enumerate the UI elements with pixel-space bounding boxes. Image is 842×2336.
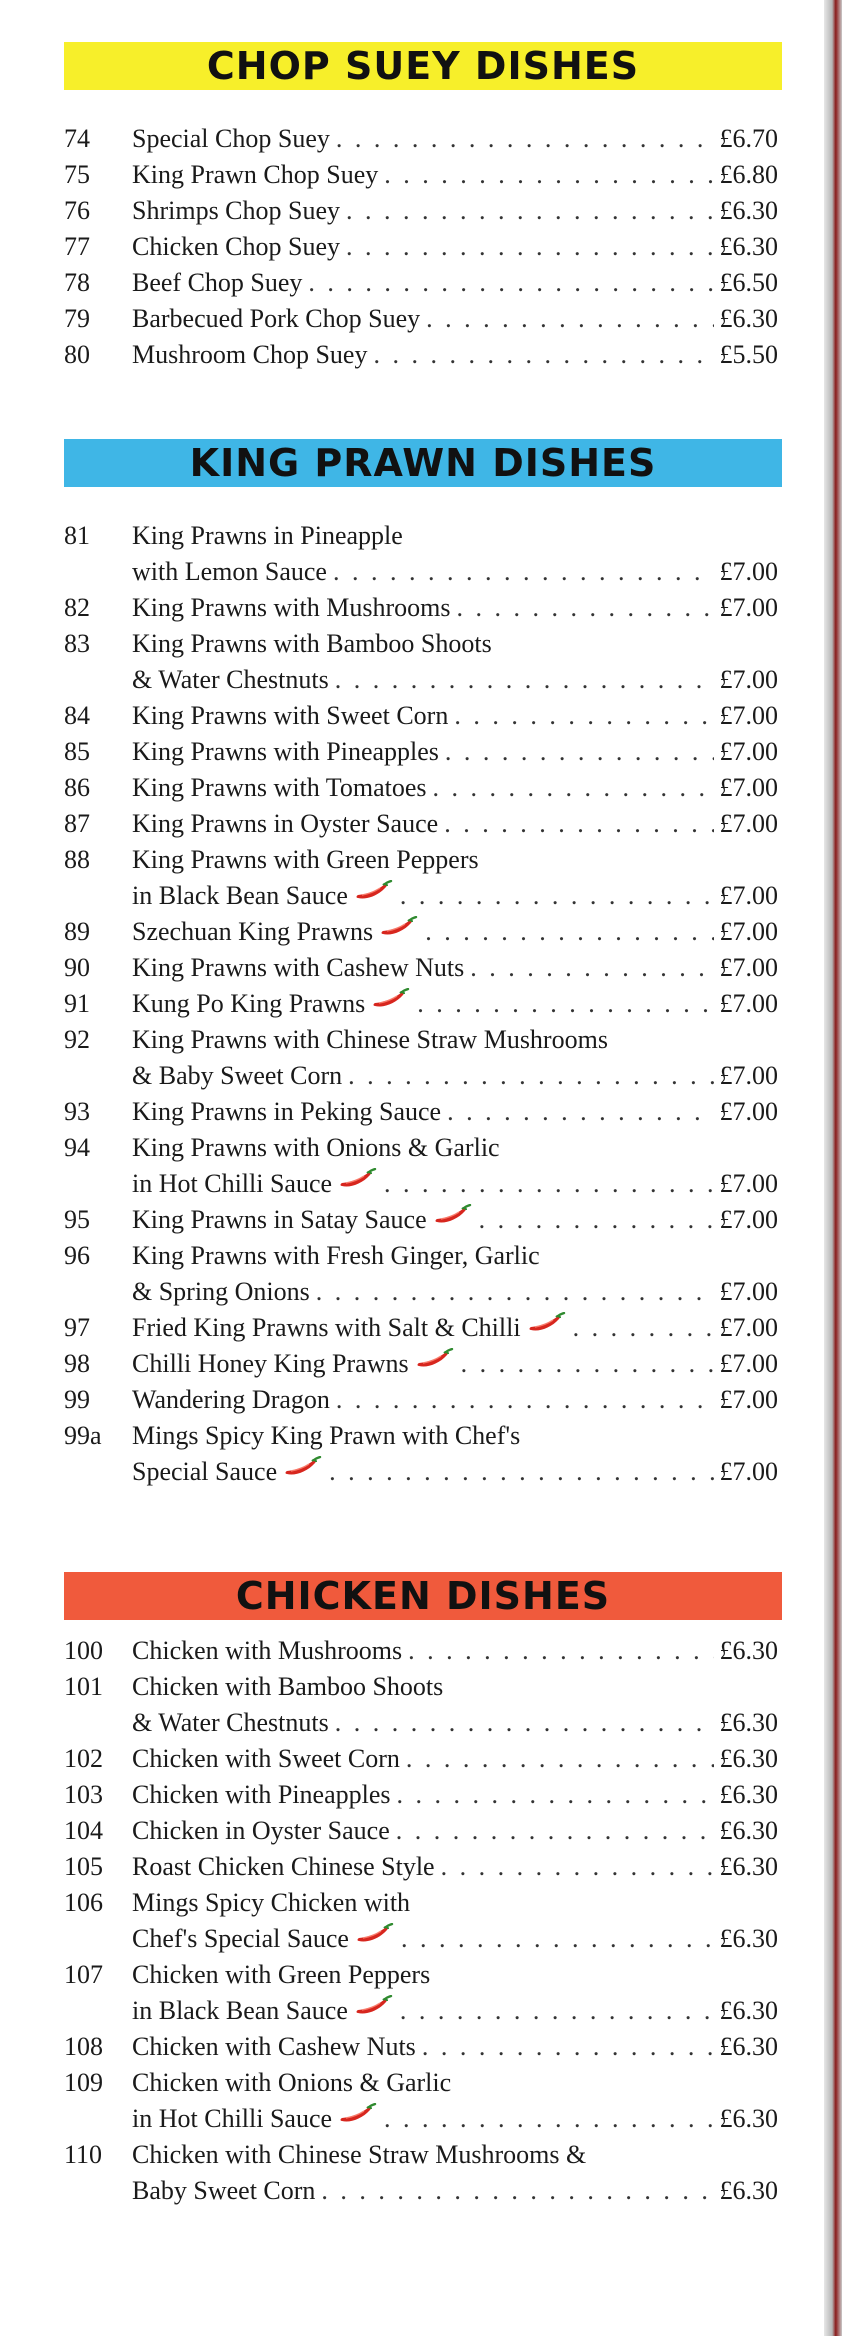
page-edge xyxy=(824,0,842,2336)
item-name: & Water Chestnuts xyxy=(132,665,329,694)
dot-leader xyxy=(479,1202,714,1238)
item-price: £6.30 xyxy=(719,2032,778,2061)
item-number: 103 xyxy=(64,1780,103,1809)
item-number: 109 xyxy=(64,2068,103,2097)
section-banner-chicken xyxy=(64,1572,782,1620)
item-name: King Prawns with Fresh Ginger, Garlic xyxy=(132,1241,540,1270)
item-number: 97 xyxy=(64,1313,90,1342)
item-name: Chef's Special Sauce xyxy=(132,1924,349,1953)
item-number: 102 xyxy=(64,1744,103,1773)
item-number: 85 xyxy=(64,737,90,766)
menu-item-line xyxy=(64,1418,778,1454)
dot-leader xyxy=(384,2101,713,2137)
item-number: 76 xyxy=(64,196,90,225)
item-number: 108 xyxy=(64,2032,103,2061)
dot-leader xyxy=(426,301,713,337)
menu-item-line xyxy=(64,806,778,842)
menu-item-line xyxy=(64,2101,778,2137)
item-number: 92 xyxy=(64,1025,90,1054)
menu-item-line xyxy=(64,301,778,337)
menu-item-line xyxy=(64,229,778,265)
item-price: £6.30 xyxy=(719,1816,778,1845)
item-number: 79 xyxy=(64,304,90,333)
chili-pepper-icon xyxy=(379,912,419,934)
item-price: £7.00 xyxy=(719,809,778,838)
section-banner-king-prawn xyxy=(64,439,782,487)
item-name: King Prawns with Sweet Corn xyxy=(132,701,449,730)
menu-item-line xyxy=(64,626,778,662)
menu-item xyxy=(64,265,778,301)
dot-leader xyxy=(321,2173,713,2209)
item-price: £6.30 xyxy=(719,232,778,261)
item-price: £7.00 xyxy=(719,881,778,910)
dot-leader xyxy=(335,662,714,698)
item-price: £6.70 xyxy=(719,124,778,153)
menu-item-line xyxy=(64,2137,778,2173)
item-number: 99 xyxy=(64,1385,90,1414)
chili-pepper-icon xyxy=(527,1308,567,1330)
menu-item xyxy=(64,2029,778,2065)
dot-leader xyxy=(397,1777,714,1813)
item-name: Chicken with Chinese Straw Mushrooms & xyxy=(132,2140,587,2169)
menu-item xyxy=(64,121,778,157)
item-price: £6.30 xyxy=(719,304,778,333)
menu-item xyxy=(64,842,778,914)
item-price: £7.00 xyxy=(719,989,778,1018)
menu-item-line xyxy=(64,1094,778,1130)
item-price: £7.00 xyxy=(719,593,778,622)
chili-pepper-icon xyxy=(338,2099,378,2121)
menu-item xyxy=(64,1418,778,1490)
dot-leader xyxy=(433,770,714,806)
chili-pepper-icon xyxy=(355,1919,395,1941)
item-number: 84 xyxy=(64,701,90,730)
item-number: 96 xyxy=(64,1241,90,1270)
item-price: £7.00 xyxy=(719,737,778,766)
item-price: £7.00 xyxy=(719,1205,778,1234)
dot-leader xyxy=(316,1274,714,1310)
dot-leader xyxy=(454,698,713,734)
item-price: £7.00 xyxy=(719,1457,778,1486)
item-price: £6.30 xyxy=(719,1996,778,2025)
item-number: 87 xyxy=(64,809,90,838)
menu-item-line xyxy=(64,1202,778,1238)
menu-item xyxy=(64,1669,778,1741)
dot-leader xyxy=(425,914,713,950)
item-number: 86 xyxy=(64,773,90,802)
item-number: 83 xyxy=(64,629,90,658)
item-name: Shrimps Chop Suey xyxy=(132,196,341,225)
menu-item xyxy=(64,1777,778,1813)
menu-item-line xyxy=(64,1813,778,1849)
menu-item-line xyxy=(64,518,778,554)
item-price: £7.00 xyxy=(719,665,778,694)
item-name: Chicken with Sweet Corn xyxy=(132,1744,400,1773)
menu-item xyxy=(64,986,778,1022)
menu-item xyxy=(64,1813,778,1849)
item-name: & Baby Sweet Corn xyxy=(132,1061,343,1090)
menu-item-line xyxy=(64,1274,778,1310)
menu-item xyxy=(64,1957,778,2029)
item-name: Szechuan King Prawns xyxy=(132,917,374,946)
dot-leader xyxy=(408,1633,713,1669)
dot-leader xyxy=(308,265,713,301)
menu-item-line xyxy=(64,1921,778,1957)
item-number: 74 xyxy=(64,124,90,153)
item-number: 82 xyxy=(64,593,90,622)
item-name: Chicken with Green Peppers xyxy=(132,1960,431,1989)
item-number: 98 xyxy=(64,1349,90,1378)
menu-item-line xyxy=(64,265,778,301)
dot-leader xyxy=(457,590,714,626)
item-name: King Prawns with Pineapples xyxy=(132,737,439,766)
item-name: Barbecued Pork Chop Suey xyxy=(132,304,421,333)
item-name: Wandering Dragon xyxy=(132,1385,330,1414)
item-price: £7.00 xyxy=(719,953,778,982)
item-name: Kung Po King Prawns xyxy=(132,989,366,1018)
menu-item-line xyxy=(64,878,778,914)
menu-item xyxy=(64,1849,778,1885)
menu-item-line xyxy=(64,1705,778,1741)
dot-leader xyxy=(373,337,713,373)
item-name: King Prawns with Cashew Nuts xyxy=(132,953,465,982)
menu-item-line xyxy=(64,1022,778,1058)
dot-leader xyxy=(417,986,713,1022)
menu-item xyxy=(64,193,778,229)
menu-item xyxy=(64,1238,778,1310)
item-number: 91 xyxy=(64,989,90,1018)
item-name: King Prawns with Tomatoes xyxy=(132,773,427,802)
item-price: £7.00 xyxy=(719,1169,778,1198)
menu-item-line xyxy=(64,1633,778,1669)
menu-item xyxy=(64,1741,778,1777)
menu-item xyxy=(64,1202,778,1238)
dot-leader xyxy=(573,1310,714,1346)
item-name: Special Chop Suey xyxy=(132,124,330,153)
item-name: Mushroom Chop Suey xyxy=(132,340,368,369)
item-name: & Spring Onions xyxy=(132,1277,310,1306)
chili-pepper-icon xyxy=(433,1200,473,1222)
chili-pepper-icon xyxy=(371,984,411,1006)
menu-item xyxy=(64,806,778,842)
item-price: £6.30 xyxy=(719,2104,778,2133)
dot-leader xyxy=(441,1849,714,1885)
chili-pepper-icon xyxy=(283,1452,323,1474)
item-number: 80 xyxy=(64,340,90,369)
menu-item xyxy=(64,734,778,770)
item-number: 101 xyxy=(64,1672,103,1701)
menu-item-line xyxy=(64,1346,778,1382)
menu-item xyxy=(64,518,778,590)
item-price: £6.30 xyxy=(719,1744,778,1773)
item-name: King Prawns with Bamboo Shoots xyxy=(132,629,492,658)
dot-leader xyxy=(333,554,714,590)
section-banner-chop-suey xyxy=(64,42,782,90)
dot-leader xyxy=(461,1346,714,1382)
item-number: 106 xyxy=(64,1888,103,1917)
item-name: King Prawns with Chinese Straw Mushrooms xyxy=(132,1025,608,1054)
item-number: 94 xyxy=(64,1133,90,1162)
dot-leader xyxy=(445,734,714,770)
item-name: Mings Spicy Chicken with xyxy=(132,1888,411,1917)
item-price: £7.00 xyxy=(719,917,778,946)
menu-item-line xyxy=(64,662,778,698)
menu-item-line xyxy=(64,157,778,193)
item-number: 90 xyxy=(64,953,90,982)
menu-item xyxy=(64,301,778,337)
item-name: King Prawns with Green Peppers xyxy=(132,845,479,874)
dot-leader xyxy=(336,121,714,157)
item-price: £7.00 xyxy=(719,1277,778,1306)
king-prawn-list xyxy=(64,518,778,1490)
menu-item-line xyxy=(64,2173,778,2209)
item-price: £6.50 xyxy=(719,268,778,297)
item-number: 75 xyxy=(64,160,90,189)
item-name: King Prawn Chop Suey xyxy=(132,160,379,189)
dot-leader xyxy=(406,1741,714,1777)
section-title: CHOP SUEY DISHES xyxy=(206,44,640,88)
item-number: 89 xyxy=(64,917,90,946)
item-name: Chicken with Bamboo Shoots xyxy=(132,1672,444,1701)
item-name: in Black Bean Sauce xyxy=(132,881,348,910)
item-name: Baby Sweet Corn xyxy=(132,2176,316,2205)
chili-pepper-icon xyxy=(338,1164,378,1186)
item-price: £6.80 xyxy=(719,160,778,189)
item-name: & Water Chestnuts xyxy=(132,1708,329,1737)
dot-leader xyxy=(422,2029,714,2065)
menu-item-line xyxy=(64,1849,778,1885)
dot-leader xyxy=(396,1813,714,1849)
menu-item xyxy=(64,1346,778,1382)
menu-item xyxy=(64,590,778,626)
menu-item xyxy=(64,1885,778,1957)
menu-item-line xyxy=(64,121,778,157)
item-name: Special Sauce xyxy=(132,1457,278,1486)
menu-item-line xyxy=(64,950,778,986)
menu-item xyxy=(64,1310,778,1346)
menu-item xyxy=(64,698,778,734)
menu-item-line xyxy=(64,1993,778,2029)
menu-item-line xyxy=(64,337,778,373)
item-number: 110 xyxy=(64,2140,103,2169)
menu-item-line xyxy=(64,554,778,590)
item-number: 88 xyxy=(64,845,90,874)
menu-item-line xyxy=(64,986,778,1022)
item-name: Chicken in Oyster Sauce xyxy=(132,1816,390,1845)
item-name: Chicken Chop Suey xyxy=(132,232,340,261)
menu-item xyxy=(64,2137,778,2209)
menu-item xyxy=(64,626,778,698)
item-number: 78 xyxy=(64,268,90,297)
chop-suey-list xyxy=(64,121,778,373)
item-price: £7.00 xyxy=(719,1385,778,1414)
item-name: King Prawns in Pineapple xyxy=(132,521,403,550)
menu-item-line xyxy=(64,1741,778,1777)
menu-item xyxy=(64,1633,778,1669)
item-price: £7.00 xyxy=(719,701,778,730)
menu-item xyxy=(64,914,778,950)
item-price: £7.00 xyxy=(719,1061,778,1090)
menu-item-line xyxy=(64,698,778,734)
item-price: £7.00 xyxy=(719,1349,778,1378)
item-number: 104 xyxy=(64,1816,103,1845)
menu-item xyxy=(64,337,778,373)
dot-leader xyxy=(470,950,713,986)
item-price: £7.00 xyxy=(719,773,778,802)
menu-item-line xyxy=(64,1885,778,1921)
menu-item xyxy=(64,229,778,265)
dot-leader xyxy=(447,1094,713,1130)
menu-item xyxy=(64,770,778,806)
menu-item-line xyxy=(64,1166,778,1202)
menu-item-line xyxy=(64,842,778,878)
item-number: 93 xyxy=(64,1097,90,1126)
item-name: in Black Bean Sauce xyxy=(132,1996,348,2025)
item-number: 81 xyxy=(64,521,90,550)
section-title: KING PRAWN DISHES xyxy=(189,441,657,485)
item-name: King Prawns with Onions & Garlic xyxy=(132,1133,500,1162)
menu-item-line xyxy=(64,1058,778,1094)
dot-leader xyxy=(329,1454,713,1490)
item-name: with Lemon Sauce xyxy=(132,557,327,586)
menu-item-line xyxy=(64,1382,778,1418)
menu-item-line xyxy=(64,1777,778,1813)
item-price: £7.00 xyxy=(719,1097,778,1126)
item-name: Chicken with Pineapples xyxy=(132,1780,391,1809)
chili-pepper-icon xyxy=(415,1344,455,1366)
menu-item-line xyxy=(64,1669,778,1705)
dot-leader xyxy=(400,1993,714,2029)
menu-item-line xyxy=(64,590,778,626)
dot-leader xyxy=(348,1058,713,1094)
menu-item xyxy=(64,1382,778,1418)
menu-item xyxy=(64,2065,778,2137)
item-number: 105 xyxy=(64,1852,103,1881)
dot-leader xyxy=(335,1705,714,1741)
item-price: £6.30 xyxy=(719,1852,778,1881)
item-number: 95 xyxy=(64,1205,90,1234)
chili-pepper-icon xyxy=(354,876,394,898)
item-name: Roast Chicken Chinese Style xyxy=(132,1852,435,1881)
item-number: 100 xyxy=(64,1636,103,1665)
section-title: CHICKEN DISHES xyxy=(235,1574,611,1618)
menu-item-line xyxy=(64,193,778,229)
menu-item xyxy=(64,157,778,193)
menu-item-line xyxy=(64,734,778,770)
item-name: in Hot Chilli Sauce xyxy=(132,2104,333,2133)
item-number: 77 xyxy=(64,232,90,261)
item-price: £7.00 xyxy=(719,557,778,586)
chili-pepper-icon xyxy=(354,1991,394,2013)
dot-leader xyxy=(384,157,713,193)
menu-item-line xyxy=(64,1130,778,1166)
item-price: £7.00 xyxy=(719,1313,778,1342)
menu-item-line xyxy=(64,2065,778,2101)
dot-leader xyxy=(336,1382,714,1418)
menu-item-line xyxy=(64,1310,778,1346)
dot-leader xyxy=(384,1166,713,1202)
item-name: Beef Chop Suey xyxy=(132,268,303,297)
item-number: 107 xyxy=(64,1960,103,1989)
item-price: £6.30 xyxy=(719,1780,778,1809)
item-name: in Hot Chilli Sauce xyxy=(132,1169,333,1198)
dot-leader xyxy=(444,806,713,842)
item-name: Chicken with Cashew Nuts xyxy=(132,2032,416,2061)
menu-item-line xyxy=(64,1957,778,1993)
item-name: King Prawns in Peking Sauce xyxy=(132,1097,442,1126)
dot-leader xyxy=(346,229,714,265)
item-price: £6.30 xyxy=(719,1924,778,1953)
item-name: Chicken with Onions & Garlic xyxy=(132,2068,452,2097)
item-name: Fried King Prawns with Salt & Chilli xyxy=(132,1313,521,1342)
item-name: Chicken with Mushrooms xyxy=(132,1636,403,1665)
item-price: £5.50 xyxy=(719,340,778,369)
item-number: 99a xyxy=(64,1421,102,1450)
menu-item-line xyxy=(64,914,778,950)
menu-item xyxy=(64,1094,778,1130)
menu-item xyxy=(64,1022,778,1094)
item-name: King Prawns in Satay Sauce xyxy=(132,1205,427,1234)
menu-item-line xyxy=(64,1238,778,1274)
dot-leader xyxy=(401,1921,714,1957)
item-name: King Prawns with Mushrooms xyxy=(132,593,451,622)
dot-leader xyxy=(400,878,714,914)
menu-item xyxy=(64,1130,778,1202)
item-price: £6.30 xyxy=(719,1708,778,1737)
menu-item xyxy=(64,950,778,986)
item-name: Mings Spicy King Prawn with Chef's xyxy=(132,1421,521,1450)
dot-leader xyxy=(346,193,713,229)
item-price: £6.30 xyxy=(719,196,778,225)
chicken-list xyxy=(64,1633,778,2209)
item-name: King Prawns in Oyster Sauce xyxy=(132,809,439,838)
menu-item-line xyxy=(64,1454,778,1490)
item-price: £6.30 xyxy=(719,1636,778,1665)
menu-item-line xyxy=(64,2029,778,2065)
menu-item-line xyxy=(64,770,778,806)
item-name: Chilli Honey King Prawns xyxy=(132,1349,409,1378)
item-price: £6.30 xyxy=(719,2176,778,2205)
